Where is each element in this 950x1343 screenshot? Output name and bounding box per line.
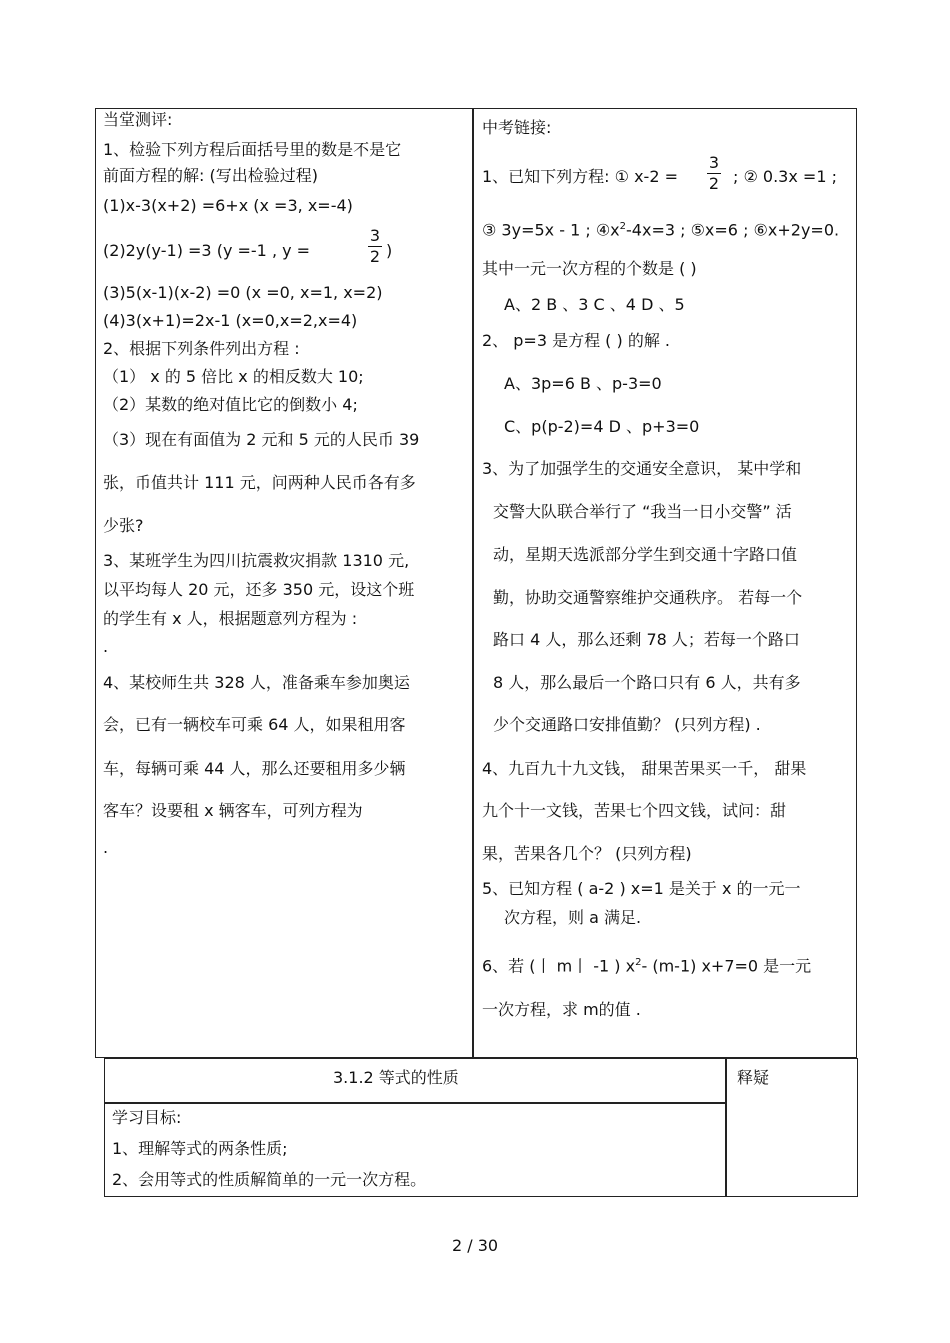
- lower-table-divider: [725, 1058, 727, 1197]
- r2-question: 2、 p=3 是方程 ( ) 的解 .: [482, 331, 671, 350]
- r1-line-c-part2: -4x=3 ; ⑤x=6 ; ⑥x+2y=0.: [626, 220, 840, 240]
- r1-line-a-tail: ; ② 0.3x =1 ;: [733, 167, 837, 186]
- left-heading: 当堂测评:: [103, 110, 173, 129]
- q4-line-b: 会，已有一辆校车可乘 64 人，如果租用客: [103, 715, 406, 734]
- r1-fraction: [707, 155, 721, 192]
- goals-heading: 学习目标:: [112, 1108, 182, 1127]
- r5-line-a: 5、已知方程 ( a-2 ) x=1 是关于 x 的一元一: [482, 879, 801, 898]
- r2-options-cd: C、p(p-2)=4 D 、p+3=0: [504, 417, 700, 436]
- r3-line-b: 交警大队联合举行了 “我当一日小交警” 活: [493, 502, 792, 521]
- q4-line-c: 车，每辆可乘 44 人，那么还要租用多少辆: [103, 759, 406, 778]
- q3-line-d: .: [103, 637, 109, 656]
- fraction-denominator: 2: [708, 174, 720, 193]
- r2-options-ab: A、3p=6 B 、p-3=0: [504, 374, 662, 393]
- right-heading: 中考链接:: [482, 118, 552, 137]
- q3-line-a: 3、某班学生为四川抗震救灾捐款 1310 元,: [103, 551, 410, 570]
- q2-item-1: （1） x 的 5 倍比 x 的相反数大 10;: [103, 367, 364, 386]
- upper-table-divider: [472, 108, 474, 1058]
- page-number: 2 / 30: [452, 1236, 499, 1255]
- q1-item-2-fraction: [368, 228, 382, 265]
- r3-line-e: 路口 4 人，那么还剩 78 人；若每一个路口: [493, 630, 800, 649]
- q1-item-3: (3)5(x-1)(x-2) =0 (x =0, x=1, x=2): [103, 283, 383, 302]
- r3-line-f: 8 人，那么最后一个路口只有 6 人，共有多: [493, 673, 801, 692]
- r4-line-b: 九个十一文钱，苦果七个四文钱，试问：甜: [482, 801, 787, 820]
- q1-item-1: (1)x-3(x+2) =6+x (x =3, x=-4): [103, 196, 353, 215]
- superscript: 2: [635, 957, 642, 968]
- r3-line-d: 勤，协助交通警察维护交通秩序。 若每一个: [493, 588, 803, 607]
- q3-line-b: 以平均每人 20 元，还多 350 元，设这个班: [103, 580, 415, 599]
- r5-line-b: 次方程，则 a 满足.: [504, 908, 642, 927]
- q1-item-2-close: ): [386, 241, 393, 260]
- fraction-numerator: 3: [369, 226, 381, 245]
- q2-item-2: （2）某数的绝对值比它的倒数小 4;: [103, 395, 358, 414]
- r4-line-c: 果，苦果各几个？ (只列方程): [482, 844, 692, 863]
- q2-heading: 2、根据下列条件列出方程 :: [103, 339, 300, 358]
- lower-title-rule: [104, 1102, 726, 1104]
- q1-item-4: (4)3(x+1)=2x-1 (x=0,x=2,x=4): [103, 311, 358, 330]
- r6-line-a-part1: 6、若 (丨 m丨 -1 ) x: [482, 956, 636, 976]
- r6-line-a: [482, 953, 811, 976]
- goal-1: 1、理解等式的两条性质;: [112, 1139, 288, 1158]
- q1-item-2: (2)2y(y-1) =3 (y =-1 , y =: [103, 241, 311, 260]
- q1-line-a: 1、检验下列方程后面括号里的数是不是它: [103, 140, 402, 159]
- r4-line-a: 4、九百九十九文钱， 甜果苦果买一千， 甜果: [482, 759, 807, 778]
- q3-line-c: 的学生有 x 人，根据题意列方程为 :: [103, 609, 358, 628]
- q4-line-d: 客车？设要租 x 辆客车，可列方程为: [103, 801, 363, 820]
- r1-options: A、2 B 、3 C 、4 D 、5: [504, 295, 685, 314]
- fraction-denominator: 2: [369, 247, 381, 266]
- r3-line-g: 少个交通路口安排值勤？ (只列方程) .: [493, 715, 761, 734]
- r3-line-a: 3、为了加强学生的交通安全意识， 某中学和: [482, 459, 802, 478]
- goal-2: 2、会用等式的性质解简单的一元一次方程。: [112, 1170, 427, 1189]
- r1-line-a: 1、已知下列方程: ① x-2 =: [482, 167, 679, 186]
- r6-line-b: 一次方程，求 m的值 .: [482, 1000, 641, 1019]
- r1-line-c-part1: ③ 3y=5x - 1 ; ④x: [482, 220, 620, 240]
- fraction-numerator: 3: [708, 153, 720, 172]
- r1-line-d: 其中一元一次方程的个数是 ( ): [482, 259, 697, 278]
- superscript: 2: [619, 221, 627, 232]
- aside-label: 释疑: [737, 1068, 770, 1087]
- r6-line-a-part2: - (m-1) x+7=0 是一元: [641, 956, 812, 976]
- r1-line-c: [482, 217, 839, 240]
- q1-line-b: 前面方程的解: (写出检验过程): [103, 166, 318, 185]
- q2-item-3b: 张，币值共计 111 元，问两种人民币各有多: [103, 473, 416, 492]
- r3-line-c: 动，星期天选派部分学生到交通十字路口值: [493, 545, 798, 564]
- lesson-title: 3.1.2 等式的性质: [333, 1068, 459, 1087]
- q2-item-3c: 少张?: [103, 516, 144, 535]
- q4-line-a: 4、某校师生共 328 人，准备乘车参加奥运: [103, 673, 410, 692]
- q2-item-3a: （3）现在有面值为 2 元和 5 元的人民币 39: [103, 430, 420, 449]
- q4-line-e: .: [103, 838, 109, 857]
